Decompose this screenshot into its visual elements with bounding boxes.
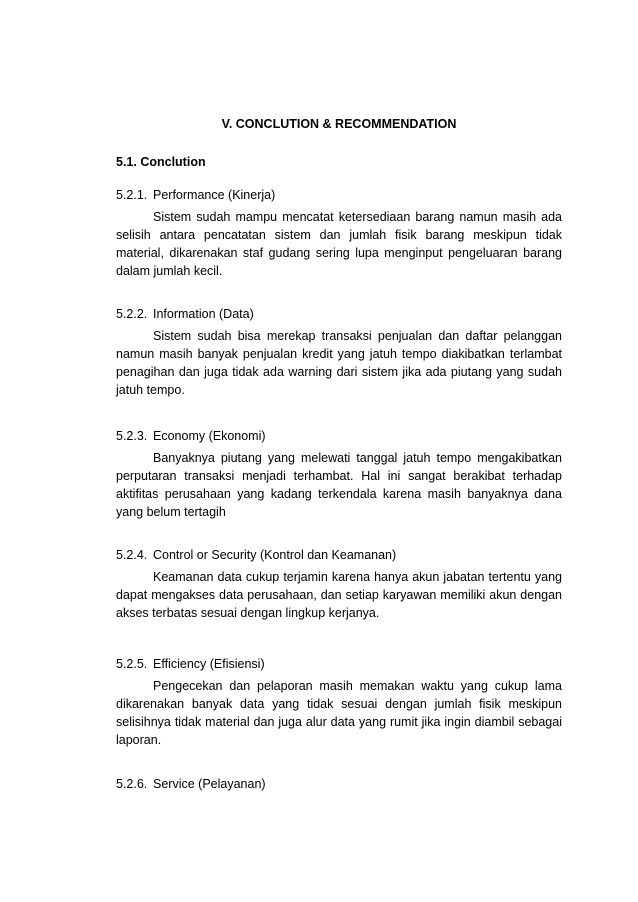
subsection-title: Economy (Ekonomi) (153, 429, 266, 443)
subsection-title: Service (Pelayanan) (153, 777, 266, 791)
subsection-title: Control or Security (Kontrol dan Keamanan) (153, 548, 397, 562)
subsection-body: Sistem sudah mampu mencatat ketersediaan barang namun masih ada selisih antara pencatatan sistem dan jumlah fisik barang meskipun tidak material, dikarenakan staf gudang sering lupa menginput pengeluaran barang dalam jumlah kecil. (116, 210, 562, 278)
subsection-efficiency (116, 655, 562, 749)
subsection-body: Pengecekan dan pelaporan masih memakan waktu yang cukup lama dikarenakan banyak data yang tidak sesuai dengan jumlah fisik meskipun selisihnya tidak material dan juga alur data yang rumit jika ingin diambil sebagai laporan. (116, 679, 562, 747)
subsection-number: 5.2.3. (116, 429, 148, 443)
subsection-title: Performance (Kinerja) (153, 188, 276, 202)
subsection-number: 5.2.6. (116, 777, 148, 791)
subsection-body: Keamanan data cukup terjamin karena hanya akun jabatan tertentu yang dapat mengakses data perusahaan, dan setiap karyawan memiliki akun dengan akses terbatas sesuai dengan lingkup kerjanya. (116, 570, 562, 620)
subsection-heading (116, 427, 562, 445)
subsection-number: 5.2.5. (116, 657, 148, 671)
subsection-title: Information (Data) (153, 307, 254, 321)
section-heading: 5.1. Conclution (116, 155, 206, 169)
subsection-heading (116, 186, 562, 204)
subsection-performance (116, 186, 562, 280)
subsection-information (116, 305, 562, 399)
subsection-number: 5.2.1. (116, 188, 148, 202)
subsection-service (116, 775, 562, 797)
subsection-heading (116, 305, 562, 323)
subsection-body: Banyaknya piutang yang melewati tanggal jatuh tempo mengakibatkan perputaran transaksi menjadi terhambat. Hal ini sangat berakibat terhadap aktifitas perusahaan yang kadang terkendala karena masih banyaknya dana yang belum tertagih (116, 451, 562, 519)
subsection-control-security (116, 546, 562, 622)
subsection-number: 5.2.2. (116, 307, 148, 321)
subsection-number: 5.2.4. (116, 548, 148, 562)
subsection-heading (116, 655, 562, 673)
chapter-title: V. CONCLUTION & RECOMMENDATION (221, 117, 457, 131)
subsection-economy (116, 427, 562, 521)
subsection-heading (116, 546, 562, 564)
subsection-body: Sistem sudah bisa merekap transaksi penjualan dan daftar pelanggan namun masih banyak penjualan kredit yang jatuh tempo diakibatkan terlambat penagihan dan juga tidak ada warning dari sistem jika ada piutang yang sudah jatuh tempo. (116, 329, 562, 397)
subsection-title: Efficiency (Efisiensi) (153, 657, 265, 671)
subsection-heading (116, 775, 562, 793)
